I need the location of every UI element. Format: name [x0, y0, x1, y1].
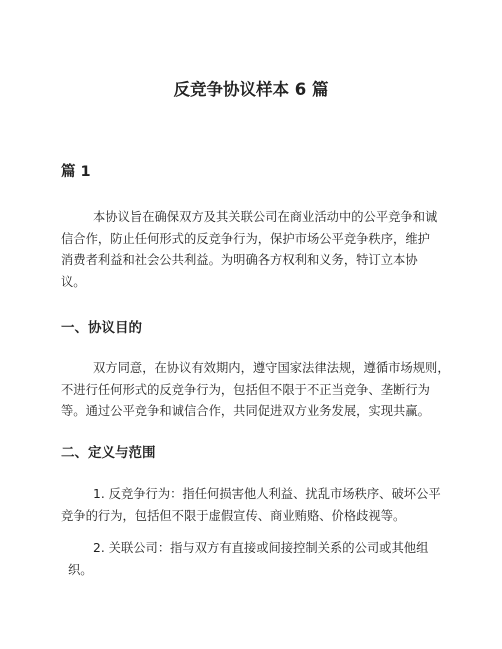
paragraph-line: 等。通过公平竞争和诚信合作，共同促进双方业务发展，实现共赢。	[61, 404, 430, 418]
paragraph-line: 1. 反竞争行为：指任何损害他人利益、扰乱市场秩序、破坏公平	[93, 487, 441, 501]
paragraph-line: 不进行任何形式的反竞争行为，包括但不限于不正当竞争、垄断行为	[61, 382, 430, 397]
definition-1-paragraph	[61, 484, 451, 527]
paragraph-line: 本协议旨在确保双方及其关联公司在商业活动中的公平竞争和诚	[93, 210, 438, 224]
heading-purpose: 一、协议目的	[61, 320, 142, 336]
heading-definitions: 二、定义与范围	[61, 445, 156, 461]
definition-2-paragraph	[61, 538, 451, 581]
paragraph-line: 议。	[61, 274, 86, 289]
section-heading: 篇 1	[61, 164, 91, 180]
paragraph-line: 信合作，防止任何形式的反竞争行为，保护市场公平竞争秩序，维护	[61, 231, 430, 246]
paragraph-line: 消费者利益和社会公共利益。为明确各方权利和义务，特订立本协	[61, 253, 418, 267]
document-title: 反竞争协议样本 6 篇	[173, 80, 329, 99]
paragraph-line: 双方同意，在协议有效期内，遵守国家法律法规，遵循市场规则，	[93, 361, 450, 375]
purpose-paragraph	[61, 358, 451, 423]
intro-paragraph	[61, 207, 451, 293]
paragraph-line: 织。	[68, 562, 93, 577]
paragraph-line: 竞争的行为，包括但不限于虚假宣传、商业贿赂、价格歧视等。	[61, 508, 406, 523]
paragraph-line: 2. 关联公司：指与双方有直接或间接控制关系的公司或其他组	[93, 541, 429, 555]
